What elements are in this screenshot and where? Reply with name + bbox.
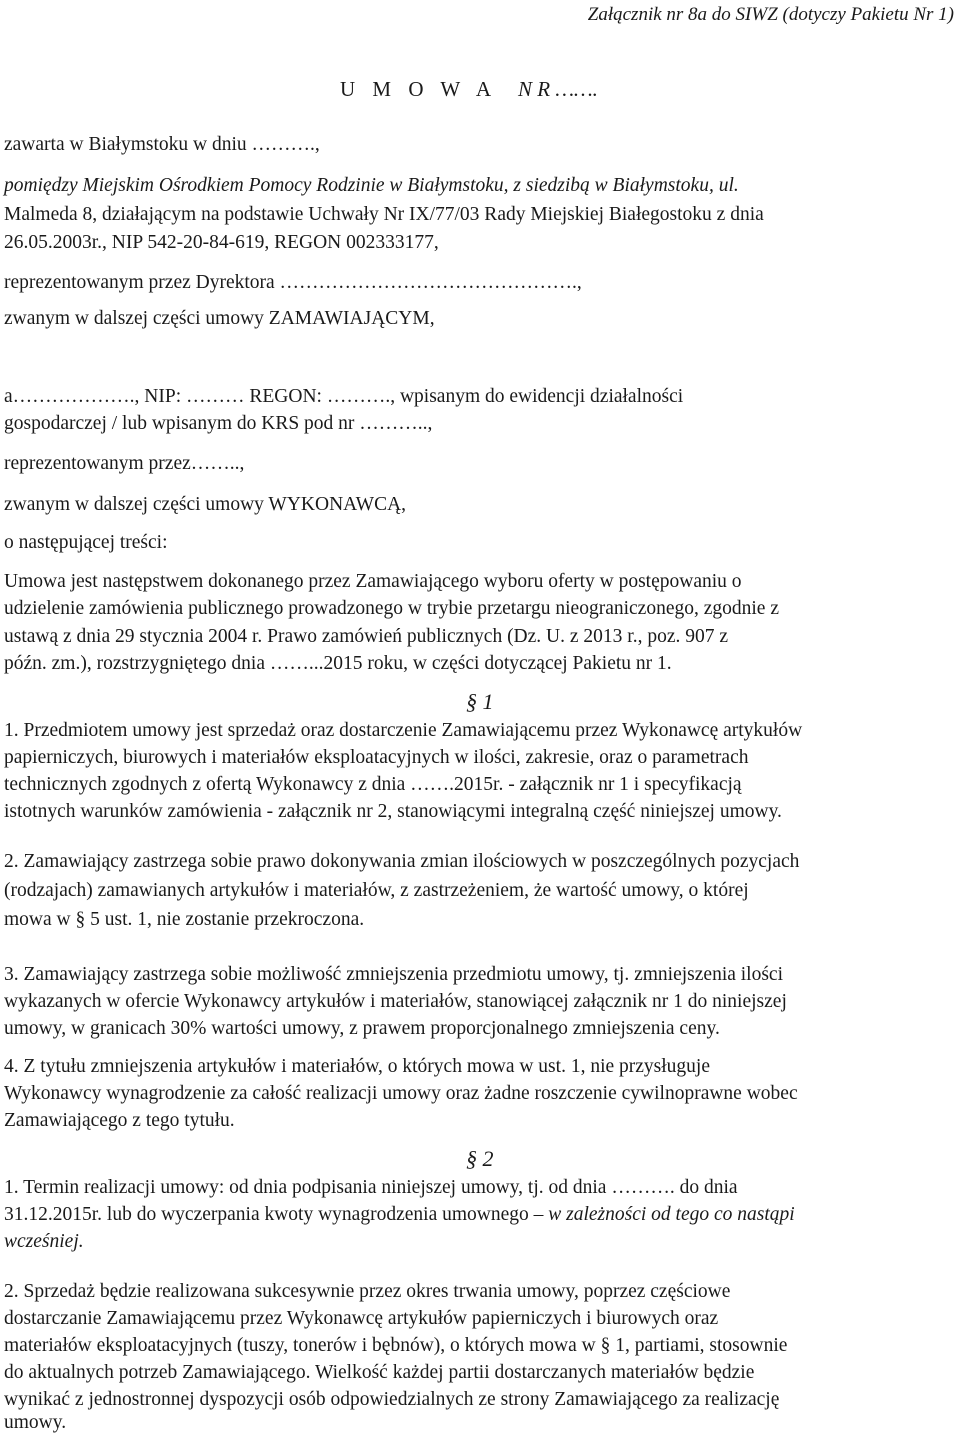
preamble-line: Umowa jest następstwem dokonanego przez Zamawiającego wyboru oferty w postępowaniu o — [4, 571, 742, 592]
s1-p1-line: papierniczych, biurowych i materiałów eksploatacyjnych w ilości, zakresie, oraz o parametrach — [4, 747, 749, 768]
client-representative: reprezentowanym przez Dyrektora ………………………………………., — [4, 272, 582, 293]
s1-p4-line: 4. Z tytułu zmniejszenia artykułów i materiałów, o których mowa w ust. 1, nie przysługuje — [4, 1056, 710, 1077]
s2-p2-line: do aktualnych potrzeb Zamawiającego. Wielkość każdej partii dostarczanych materiałów będzie — [4, 1362, 755, 1383]
contractor-line-1: a………………., NIP: ……… REGON: ………., wpisanym do ewidencji działalności — [4, 386, 684, 407]
s1-p4-line: Wykonawcy wynagrodzenie za całość realizacji umowy oraz żadne roszczenie cywilnoprawne wobec — [4, 1083, 798, 1104]
s1-p2-line: mowa w § 5 ust. 1, nie zostanie przekroczona. — [4, 909, 365, 930]
s2-p1-line: 31.12.2015r. lub do wyczerpania kwoty wynagrodzenia umownego – w zależności od tego co nastąpi — [4, 1204, 795, 1225]
annex-header: Załącznik nr 8a do SIWZ (dotyczy Pakietu Nr 1) — [587, 4, 954, 25]
s1-p2-line: (rodzajach) zamawianych artykułów i materiałów, z zastrzeżeniem, że wartość umowy, o której — [4, 880, 749, 901]
contract-title: U M O W A — [340, 77, 498, 101]
preamble-line: późn. zm.), rozstrzygniętego dnia ……...2015 roku, w części dotyczącej Pakietu nr 1. — [4, 653, 672, 674]
s2-p2-line: wynikać z jednostronnej dyspozycji osób odpowiedzialnych ze strony Zamawiającego za realizację — [4, 1389, 780, 1410]
content-intro: o następującej treści: — [4, 532, 168, 553]
s1-p3-line: wykazanych w ofercie Wykonawcy artykułów i materiałów, stanowiącej załącznik nr 1 do niniejszej — [4, 991, 787, 1012]
s2-p1-line: wcześniej. — [4, 1231, 84, 1252]
s1-p2-line: 2. Zamawiający zastrzega sobie prawo dokonywania zmian ilościowych w poszczególnych pozycjach — [4, 851, 800, 872]
contract-number: N R ……. — [518, 77, 598, 101]
client-designation: zwanym w dalszej części umowy ZAMAWIAJĄCYM, — [4, 308, 435, 329]
parties-line-1: pomiędzy Miejskim Ośrodkiem Pomocy Rodzinie w Białymstoku, z siedzibą w Białymstoku, ul. — [4, 175, 739, 196]
s1-p1-line: technicznych zgodnych z ofertą Wykonawcy z dnia …….2015r. - załącznik nr 1 i specyfikacją — [4, 774, 742, 795]
parties-line-2: Malmeda 8, działającym na podstawie Uchwały Nr IX/77/03 Rady Miejskiej Białegostoku z dnia — [4, 204, 764, 225]
contractor-representative: reprezentowanym przez…….., — [4, 453, 245, 474]
s2-p1-line: 1. Termin realizacji umowy: od dnia podpisania niniejszej umowy, tj. od dnia ………. do dnia — [4, 1177, 738, 1198]
section-2-heading: § 2 — [466, 1146, 494, 1171]
s1-p1-line: istotnych warunków zamówienia - załącznik nr 2, stanowiącymi integralną część niniejszej umowy. — [4, 801, 782, 822]
preamble-line: ustawą z dnia 29 stycznia 2004 r. Prawo zamówień publicznych (Dz. U. z 2013 r., poz. 907 z — [4, 626, 729, 647]
s1-p4-line: Zamawiającego z tego tytułu. — [4, 1110, 235, 1131]
s2-p2-line: dostarczanie Zamawiającemu przez Wykonawcę artykułów papierniczych i biurowych oraz — [4, 1308, 719, 1329]
s1-p1-line: 1. Przedmiotem umowy jest sprzedaż oraz dostarczenie Zamawiającemu przez Wykonawcę artykułów — [4, 720, 803, 741]
contractor-designation: zwanym w dalszej części umowy WYKONAWCĄ, — [4, 494, 407, 515]
preamble-line: udzielenie zamówienia publicznego prowadzonego w trybie przetargu nieograniczonego, zgodnie z — [4, 598, 779, 619]
s2-p2-line: materiałów eksploatacyjnych (tuszy, tonerów i bębnów), o których mowa w § 1, partiami, stosownie — [4, 1335, 788, 1356]
contractor-line-2: gospodarczej / lub wpisanym do KRS pod nr ……….., — [4, 413, 433, 434]
s2-p2-line: umowy. — [4, 1412, 67, 1433]
s1-p3-line: 3. Zamawiający zastrzega sobie możliwość zmniejszenia przedmiotu umowy, tj. zmniejszenia ilości — [4, 964, 784, 985]
concluded-line: zawarta w Białymstoku w dniu ………., — [4, 134, 320, 155]
parties-line-3: 26.05.2003r., NIP 542-20-84-619, REGON 002333177, — [4, 232, 439, 253]
s2-p2-line: 2. Sprzedaż będzie realizowana sukcesywnie przez okres trwania umowy, poprzez częściowe — [4, 1281, 731, 1302]
section-1-heading: § 1 — [466, 689, 494, 714]
s1-p3-line: umowy, w granicach 30% wartości umowy, z prawem proporcjonalnego zmniejszenia ceny. — [4, 1018, 720, 1039]
